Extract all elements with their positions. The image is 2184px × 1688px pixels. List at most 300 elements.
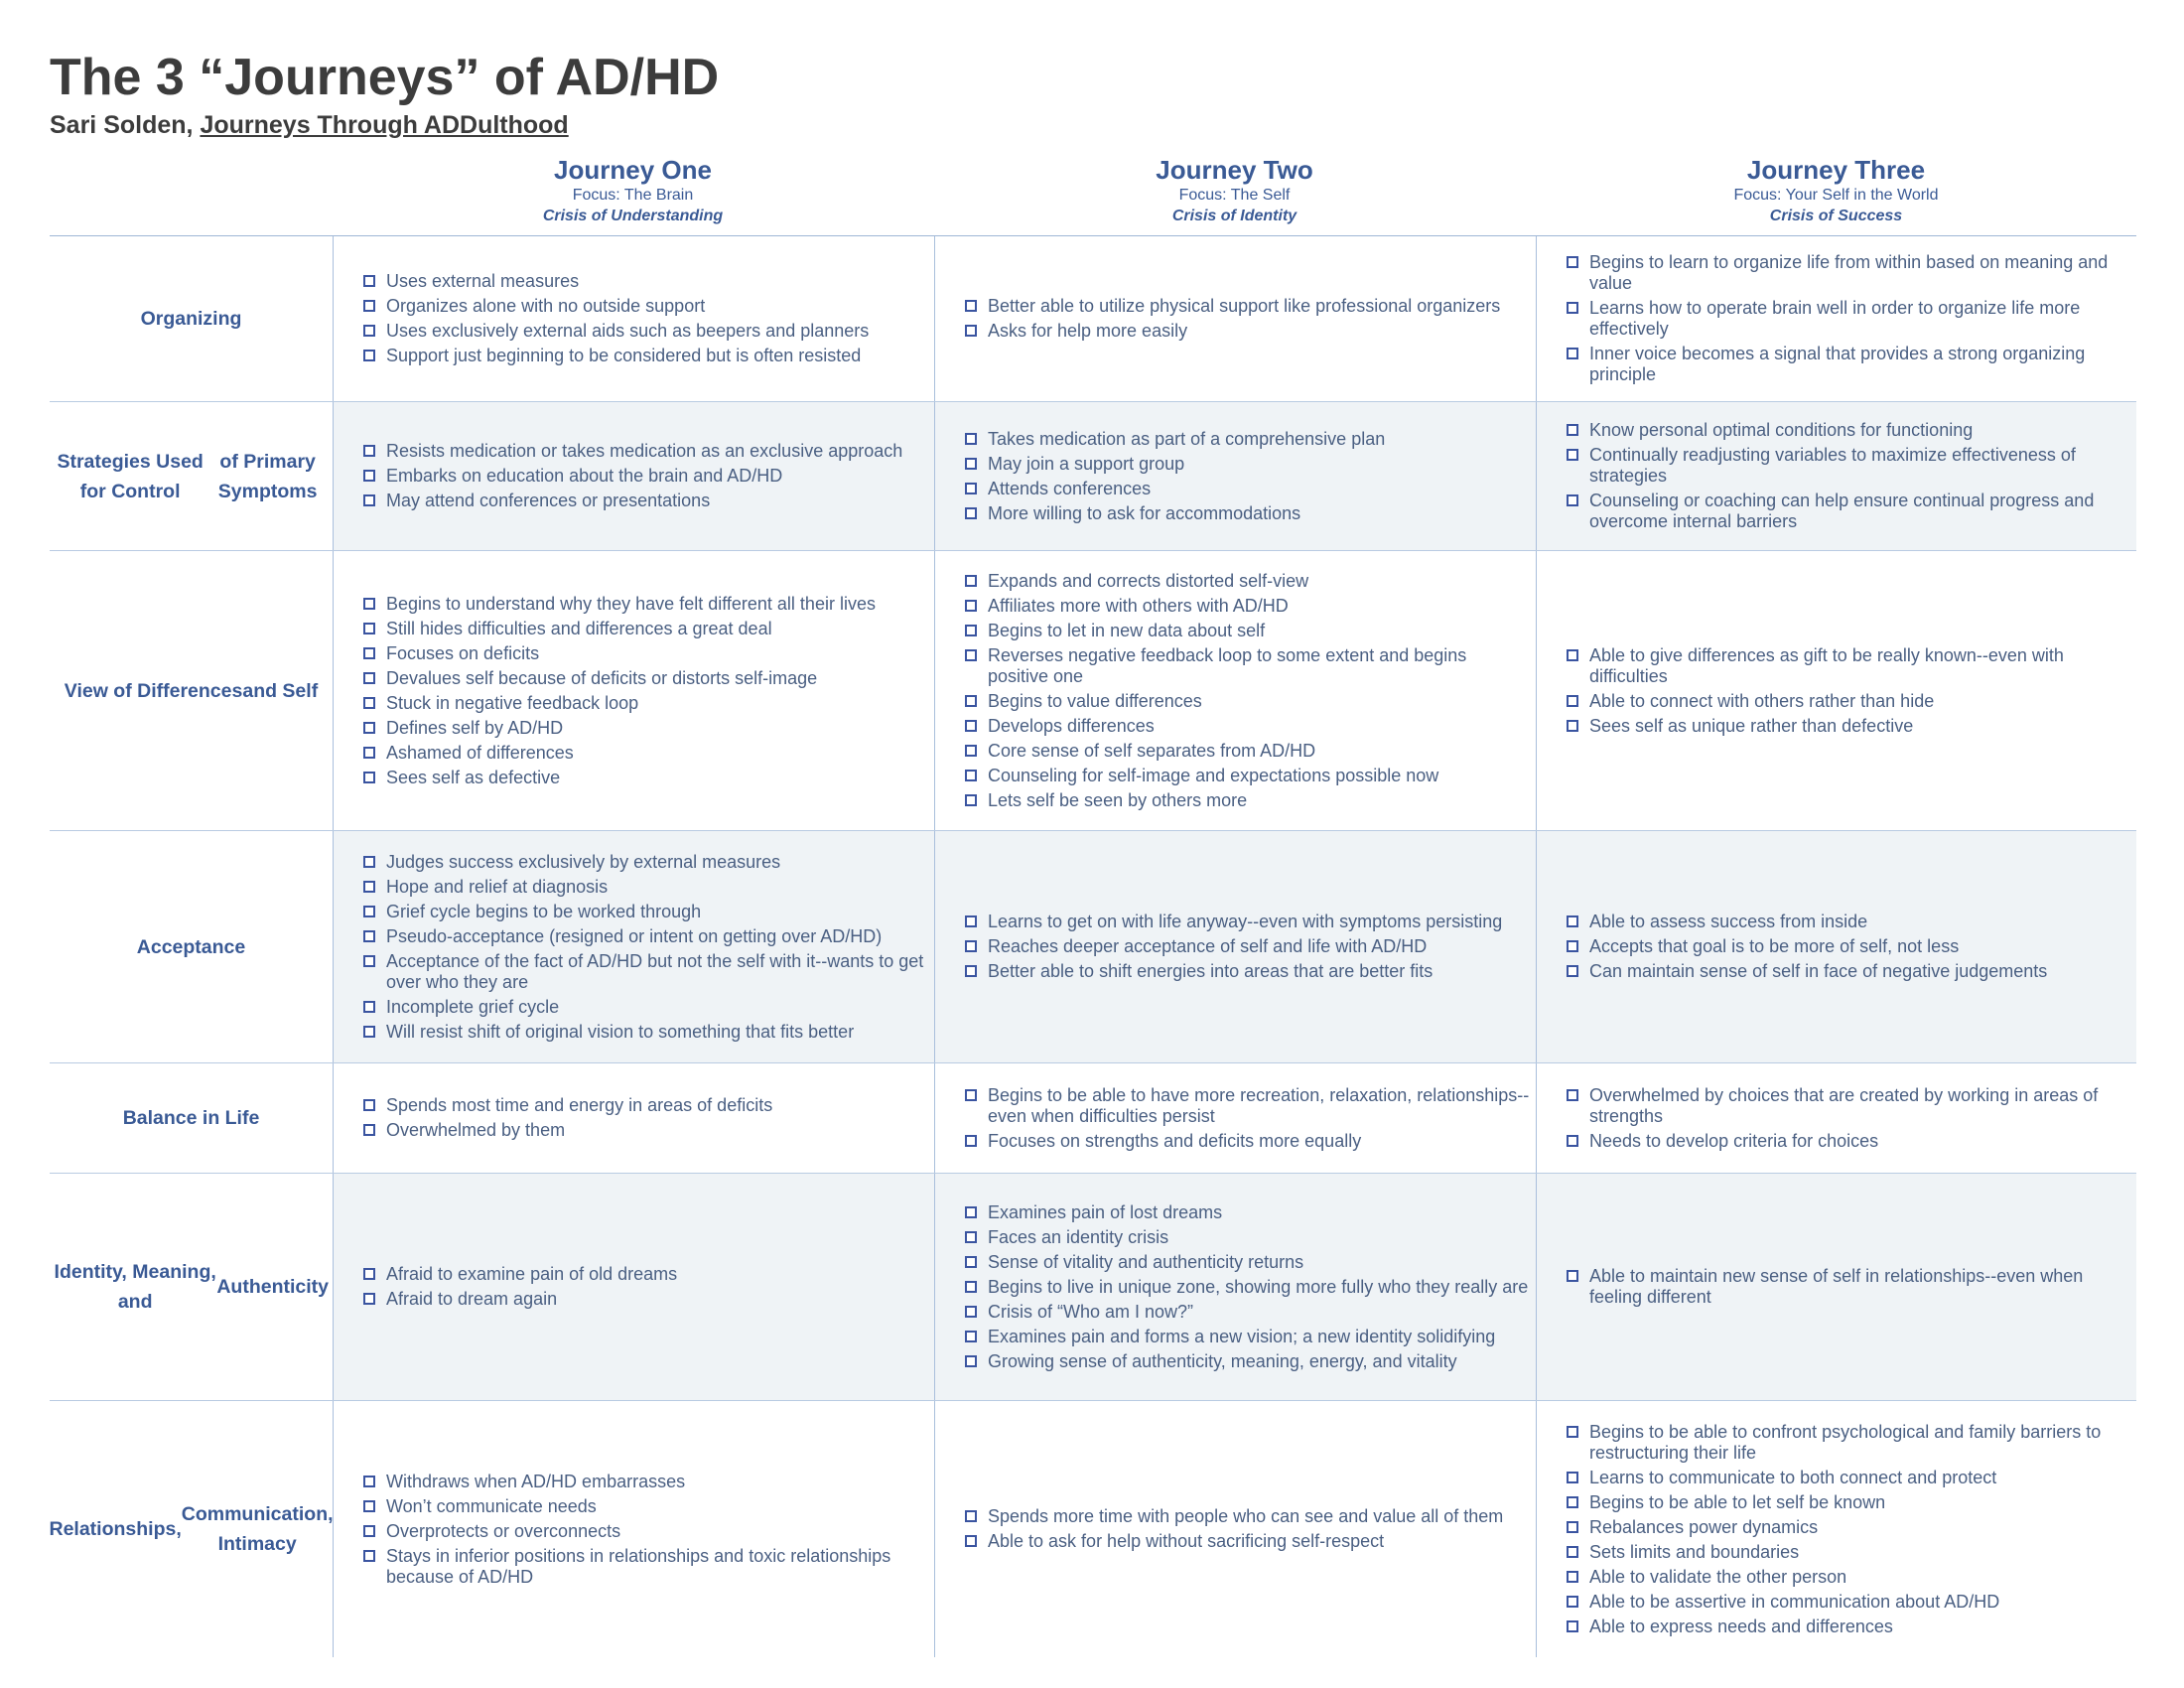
checklist-item <box>361 718 928 739</box>
table-row <box>50 402 2136 551</box>
checkbox-icon[interactable] <box>1567 965 1578 977</box>
checklist <box>963 571 1530 811</box>
checkbox-icon[interactable] <box>363 930 375 942</box>
checklist-item <box>361 1472 928 1492</box>
checkbox-icon[interactable] <box>1567 1426 1578 1438</box>
checklist-item-text: Affiliates more with others with AD/HD <box>988 595 1289 616</box>
row-label <box>50 402 333 550</box>
checkbox-icon[interactable] <box>1567 1596 1578 1608</box>
checkbox-icon[interactable] <box>363 300 375 312</box>
checklist-item <box>361 1521 928 1542</box>
table-cell <box>1536 236 2136 401</box>
checklist-item <box>361 441 928 462</box>
row-label <box>50 551 333 830</box>
journey-one-header <box>333 155 933 226</box>
checklist-item <box>361 643 928 664</box>
checklist-item <box>1565 1542 2130 1563</box>
checklist-item <box>361 1496 928 1517</box>
checkbox-icon[interactable] <box>1567 494 1578 506</box>
checklist-item-text: Rebalances power dynamics <box>1589 1516 1819 1537</box>
checklist <box>361 271 928 366</box>
checklist-item-text: Begins to be able to let self be known <box>1589 1491 1886 1512</box>
checklist-item <box>1565 1131 2130 1152</box>
checklist-item <box>963 741 1530 762</box>
checklist-item <box>361 768 928 788</box>
checkbox-icon[interactable] <box>1567 1546 1578 1558</box>
checklist-item-text: Learns to communicate to both connect and protect <box>1589 1467 1997 1487</box>
checklist <box>1565 1422 2130 1637</box>
checklist-item <box>963 691 1530 712</box>
journey-focus: Focus: Your Self in the World <box>1733 187 1939 204</box>
checklist-item <box>963 1085 1530 1127</box>
checklist-item-text: Defines self by AD/HD <box>386 717 564 738</box>
checkbox-icon[interactable] <box>363 445 375 457</box>
table-cell <box>934 1401 1536 1657</box>
checklist-item-text: Accepts that goal is to be more of self, not less <box>1589 936 1960 956</box>
checkbox-icon[interactable] <box>965 1306 977 1318</box>
checklist-item-text: Uses exclusively external aids such as beepers and planners <box>386 321 870 341</box>
checklist-item-text: Crisis of “Who am I now?” <box>988 1301 1194 1322</box>
checklist-item <box>1565 1592 2130 1613</box>
checklist-item <box>963 479 1530 499</box>
checklist-item-text: Examines pain of lost dreams <box>988 1201 1223 1222</box>
journey-crisis: Crisis of Success <box>1769 208 1903 224</box>
journey-name: Journey Three <box>1746 155 1926 185</box>
checklist-item <box>963 503 1530 524</box>
checkbox-icon[interactable] <box>1567 1521 1578 1533</box>
checklist-item-text: Overwhelmed by choices that are created by working in areas of strengths <box>1589 1084 2099 1126</box>
checklist-item <box>1565 912 2130 932</box>
checkbox-icon[interactable] <box>1567 915 1578 927</box>
checklist-item-text: Develops differences <box>988 715 1155 736</box>
checkbox-icon[interactable] <box>1567 256 1578 268</box>
row-label-line: Balance in Life <box>122 1107 260 1129</box>
checklist-item-text: Resists medication or takes medication as an exclusive approach <box>386 441 903 461</box>
checklist <box>361 1095 928 1141</box>
checklist-item <box>963 1277 1530 1298</box>
checklist-item <box>361 877 928 898</box>
table-cell <box>1536 402 2136 550</box>
table-cell <box>333 1174 934 1400</box>
journeys-table <box>50 235 2136 1657</box>
table-cell <box>333 1063 934 1173</box>
checkbox-icon[interactable] <box>363 955 375 967</box>
row-label <box>50 1174 333 1400</box>
checklist <box>361 1472 928 1588</box>
checklist-item <box>361 1289 928 1310</box>
table-cell <box>1536 1401 2136 1657</box>
row-label-line: Acceptance <box>136 935 246 958</box>
row-label <box>50 1063 333 1173</box>
checklist <box>1565 420 2130 532</box>
checkbox-icon[interactable] <box>1567 1270 1578 1282</box>
checkbox-icon[interactable] <box>965 625 977 636</box>
checklist-item-text: Counseling or coaching can help ensure continual progress and overcome internal barriers <box>1589 491 2095 531</box>
checkbox-icon[interactable] <box>363 1099 375 1111</box>
checklist-item-text: Incomplete grief cycle <box>386 996 560 1017</box>
table-cell <box>333 831 934 1062</box>
checkbox-icon[interactable] <box>363 470 375 482</box>
checkbox-icon[interactable] <box>965 915 977 927</box>
checklist-item-text: Able to express needs and differences <box>1589 1616 1893 1636</box>
checklist-item <box>963 790 1530 811</box>
document-title: The 3 “Journeys” of AD/HD <box>50 49 720 106</box>
checklist-item-text: Afraid to dream again <box>386 1289 558 1309</box>
checklist <box>963 1085 1530 1152</box>
table-cell <box>333 1401 934 1657</box>
journey-name: Journey One <box>554 155 712 185</box>
checklist-item <box>1565 298 2130 340</box>
checkbox-icon[interactable] <box>363 747 375 759</box>
checklist-item <box>361 1095 928 1116</box>
checkbox-icon[interactable] <box>965 458 977 470</box>
table-row <box>50 551 2136 831</box>
checkbox-icon[interactable] <box>363 494 375 506</box>
checklist-item-text: Will resist shift of original vision to something that fits better <box>386 1021 855 1042</box>
checklist-item <box>361 466 928 487</box>
checklist-item <box>963 321 1530 342</box>
checklist-item-text: Able to assess success from inside <box>1589 912 1868 931</box>
row-label-line: Authenticity <box>216 1276 329 1298</box>
checklist-item-text: Begins to value differences <box>988 690 1202 711</box>
checklist-item-text: Reaches deeper acceptance of self and life with AD/HD <box>988 936 1428 956</box>
checkbox-icon[interactable] <box>965 1535 977 1547</box>
row-label <box>50 236 333 401</box>
checkbox-icon[interactable] <box>1567 649 1578 661</box>
checkbox-icon[interactable] <box>1567 1571 1578 1583</box>
checklist-item-text: Devalues self because of deficits or distorts self-image <box>386 667 818 688</box>
checkbox-icon[interactable] <box>363 1525 375 1537</box>
checklist-item-text: Begins to understand why they have felt different all their lives <box>386 593 876 614</box>
checklist-item <box>963 1202 1530 1223</box>
checkbox-icon[interactable] <box>965 1135 977 1147</box>
checklist-item-text: Judges success exclusively by external measures <box>386 851 781 872</box>
table-cell <box>934 402 1536 550</box>
checkbox-icon[interactable] <box>1567 449 1578 461</box>
journey-focus: Focus: The Brain <box>572 187 694 204</box>
table-cell <box>1536 1174 2136 1400</box>
checkbox-icon[interactable] <box>363 1124 375 1136</box>
checkbox-icon[interactable] <box>363 1268 375 1280</box>
table-row <box>50 1174 2136 1401</box>
row-label-line: Relationships, <box>49 1518 182 1540</box>
checklist-item <box>963 961 1530 982</box>
checklist-item-text: May join a support group <box>988 453 1185 474</box>
checklist <box>361 594 928 788</box>
checkbox-icon[interactable] <box>363 350 375 361</box>
checkbox-icon[interactable] <box>1567 940 1578 952</box>
checkbox-icon[interactable] <box>363 623 375 634</box>
checklist-item-text: Better able to utilize physical support like professional organizers <box>988 296 1501 316</box>
checkbox-icon[interactable] <box>363 697 375 709</box>
checklist-item <box>361 852 928 873</box>
checklist <box>1565 1266 2130 1308</box>
checklist-item-text: Needs to develop criteria for choices <box>1589 1130 1879 1151</box>
table-cell <box>934 1174 1536 1400</box>
row-label-line: and Self <box>242 679 319 702</box>
checkbox-icon[interactable] <box>363 1293 375 1305</box>
checklist-item-text: Begins to be able to have more recreation, relaxation, relationships--even when difficulties persist <box>988 1084 1530 1126</box>
checklist <box>1565 1085 2130 1152</box>
checklist-item-text: Focuses on deficits <box>386 642 540 663</box>
checkbox-icon[interactable] <box>363 672 375 684</box>
checklist-item <box>1565 252 2130 294</box>
checkbox-icon[interactable] <box>965 1510 977 1522</box>
checkbox-icon[interactable] <box>965 1089 977 1101</box>
checkbox-icon[interactable] <box>965 940 977 952</box>
journey-crisis: Crisis of Identity <box>1171 208 1297 224</box>
checklist-item <box>361 1120 928 1141</box>
checkbox-icon[interactable] <box>1567 1620 1578 1632</box>
checkbox-icon[interactable] <box>363 906 375 917</box>
table-row <box>50 1063 2136 1174</box>
table-cell <box>934 551 1536 830</box>
checklist-item <box>361 693 928 714</box>
checkbox-icon[interactable] <box>965 1281 977 1293</box>
checklist-item <box>361 619 928 639</box>
checklist-item <box>361 491 928 511</box>
checklist-item <box>963 429 1530 450</box>
checkbox-icon[interactable] <box>965 720 977 732</box>
checklist-item-text: Acceptance of the fact of AD/HD but not the self with it--wants to get over who they are <box>386 950 924 992</box>
checklist-item-text: Learns to get on with life anyway--even with symptoms persisting <box>988 912 1503 931</box>
checklist-item-text: Sense of vitality and authenticity returns <box>988 1251 1304 1272</box>
checklist <box>361 1264 928 1310</box>
checklist <box>361 441 928 511</box>
checkbox-icon[interactable] <box>965 433 977 445</box>
table-cell <box>333 551 934 830</box>
checkbox-icon[interactable] <box>1567 1472 1578 1483</box>
checklist-item <box>963 645 1530 687</box>
checklist-item <box>1565 645 2130 687</box>
checklist-item-text: May attend conferences or presentations <box>386 491 711 510</box>
checklist <box>1565 252 2130 385</box>
checklist-item-text: Attends conferences <box>988 478 1152 498</box>
checklist-item <box>1565 1492 2130 1513</box>
checklist-item-text: Grief cycle begins to be worked through <box>386 901 702 921</box>
checkbox-icon[interactable] <box>1567 302 1578 314</box>
checklist-item-text: Spends more time with people who can see and value all of them <box>988 1506 1504 1526</box>
checklist-item <box>1565 1468 2130 1488</box>
checkbox-icon[interactable] <box>1567 1135 1578 1147</box>
checkbox-icon[interactable] <box>363 1500 375 1512</box>
checkbox-icon[interactable] <box>965 600 977 612</box>
checkbox-icon[interactable] <box>363 856 375 868</box>
checklist <box>1565 645 2130 737</box>
journey-three-header <box>1536 155 2136 226</box>
checklist-item <box>1565 1617 2130 1637</box>
row-label-line: View of Differences <box>64 679 243 702</box>
row-label-line: Identity, Meaning, and <box>54 1261 216 1313</box>
checklist <box>1565 912 2130 982</box>
checklist-item <box>361 668 928 689</box>
checklist-item-text: Hope and relief at diagnosis <box>386 876 609 897</box>
checklist-item-text: Uses external measures <box>386 271 580 291</box>
checklist-item-text: Begins to learn to organize life from within based on meaning and value <box>1589 252 2109 293</box>
checklist-item-text: Begins to be able to confront psychological and family barriers to restructuring their life <box>1589 1421 2102 1463</box>
checklist-item-text: Overprotects or overconnects <box>386 1520 621 1541</box>
table-cell <box>934 236 1536 401</box>
checkbox-icon[interactable] <box>965 1231 977 1243</box>
row-label <box>50 1401 333 1657</box>
checkbox-icon[interactable] <box>363 722 375 734</box>
checklist-item-text: Can maintain sense of self in face of negative judgements <box>1589 961 2048 981</box>
checklist-item-text: Embarks on education about the brain and AD/HD <box>386 466 783 486</box>
checklist-item <box>1565 445 2130 487</box>
checkbox-icon[interactable] <box>363 598 375 610</box>
checklist-item <box>1565 716 2130 737</box>
checkbox-icon[interactable] <box>965 483 977 494</box>
checkbox-icon[interactable] <box>363 1001 375 1013</box>
checkbox-icon[interactable] <box>1567 424 1578 436</box>
journey-two-header <box>933 155 1536 226</box>
checklist-item-text: Sets limits and boundaries <box>1589 1541 1800 1562</box>
checklist-item-text: Stays in inferior positions in relationships and toxic relationships because of AD/HD <box>386 1545 891 1587</box>
checklist-item-text: Examines pain and forms a new vision; a new identity solidifying <box>988 1326 1496 1346</box>
checkbox-icon[interactable] <box>363 772 375 783</box>
checkbox-icon[interactable] <box>1567 720 1578 732</box>
checklist-item <box>361 594 928 615</box>
checklist-item <box>963 296 1530 317</box>
checklist-item <box>361 1022 928 1043</box>
checklist-item <box>361 271 928 292</box>
checklist-item <box>361 1264 928 1285</box>
checklist-item <box>963 621 1530 641</box>
checklist-item <box>1565 936 2130 957</box>
checkbox-icon[interactable] <box>363 647 375 659</box>
checklist-item-text: Able to give differences as gift to be really known--even with difficulties <box>1589 644 2064 686</box>
checkbox-icon[interactable] <box>965 695 977 707</box>
journey-crisis: Crisis of Understanding <box>542 208 724 224</box>
document-subtitle <box>50 113 569 138</box>
checkbox-icon[interactable] <box>965 325 977 337</box>
checklist-item <box>361 997 928 1018</box>
table-cell <box>1536 831 2136 1062</box>
checklist-item-text: Know personal optimal conditions for functioning <box>1589 420 1974 440</box>
checkbox-icon[interactable] <box>363 275 375 287</box>
checklist-item-text: More willing to ask for accommodations <box>988 502 1301 523</box>
checklist <box>963 1202 1530 1372</box>
checklist-item-text: Withdraws when AD/HD embarrasses <box>386 1471 686 1491</box>
row-label-line: of Primary Symptoms <box>217 450 318 502</box>
checklist-item <box>963 1252 1530 1273</box>
checkbox-icon[interactable] <box>1567 348 1578 359</box>
checklist-item-text: Afraid to examine pain of old dreams <box>386 1264 678 1284</box>
table-cell <box>934 831 1536 1062</box>
checklist-item <box>963 1351 1530 1372</box>
checklist-item-text: Core sense of self separates from AD/HD <box>988 740 1316 761</box>
checklist <box>963 296 1530 342</box>
checklist-item <box>361 321 928 342</box>
checklist-item-text: Continually readjusting variables to maximize effectiveness of strategies <box>1589 445 2076 486</box>
checklist-item <box>963 1327 1530 1347</box>
row-label-line: Organizing <box>140 308 242 330</box>
checklist <box>963 429 1530 524</box>
checklist-item <box>361 951 928 993</box>
checklist-item-text: Focuses on strengths and deficits more equally <box>988 1130 1362 1151</box>
checklist-item <box>1565 1517 2130 1538</box>
checklist <box>361 852 928 1043</box>
checklist-item-text: Reverses negative feedback loop to some extent and begins positive one <box>988 644 1467 686</box>
checklist-item-text: Won’t communicate needs <box>386 1495 597 1516</box>
checkbox-icon[interactable] <box>965 770 977 781</box>
table-row <box>50 236 2136 402</box>
checklist-item <box>963 1506 1530 1527</box>
checkbox-icon[interactable] <box>965 1355 977 1367</box>
checkbox-icon[interactable] <box>965 1206 977 1218</box>
table-cell <box>1536 551 2136 830</box>
checkbox-icon[interactable] <box>965 507 977 519</box>
checklist-item-text: Support just beginning to be considered but is often resisted <box>386 346 862 365</box>
table-cell <box>1536 1063 2136 1173</box>
checkbox-icon[interactable] <box>363 1476 375 1487</box>
checklist-item-text: Learns how to operate brain well in order to organize life more effectively <box>1589 298 2081 339</box>
checkbox-icon[interactable] <box>965 300 977 312</box>
checklist-item-text: Spends most time and energy in areas of deficits <box>386 1095 773 1115</box>
checkbox-icon[interactable] <box>965 794 977 806</box>
checklist-item <box>963 571 1530 592</box>
checklist-item-text: Able to maintain new sense of self in relationships--even when feeling different <box>1589 1266 2084 1307</box>
checklist-item <box>963 716 1530 737</box>
checkbox-icon[interactable] <box>965 965 977 977</box>
checklist-item-text: Able to connect with others rather than hide <box>1589 690 1935 711</box>
checkbox-icon[interactable] <box>1567 1089 1578 1101</box>
journey-name: Journey Two <box>1156 155 1313 185</box>
row-label <box>50 831 333 1062</box>
checkbox-icon[interactable] <box>965 1256 977 1268</box>
checklist-item-text: Begins to let in new data about self <box>988 620 1266 640</box>
checklist-item <box>963 1302 1530 1323</box>
checklist-item-text: Expands and corrects distorted self-view <box>988 570 1309 591</box>
checkbox-icon[interactable] <box>965 575 977 587</box>
checkbox-icon[interactable] <box>965 649 977 661</box>
table-row <box>50 831 2136 1063</box>
checklist-item <box>1565 691 2130 712</box>
table-cell <box>333 402 934 550</box>
row-label-line: Communication, Intimacy <box>181 1503 334 1555</box>
checklist-item <box>1565 1085 2130 1127</box>
checklist <box>963 1506 1530 1552</box>
checkbox-icon[interactable] <box>363 1026 375 1038</box>
checklist-item-text: Faces an identity crisis <box>988 1226 1169 1247</box>
table-cell <box>934 1063 1536 1173</box>
checklist-item <box>361 743 928 764</box>
checkbox-icon[interactable] <box>1567 695 1578 707</box>
checkbox-icon[interactable] <box>363 1550 375 1562</box>
checkbox-icon[interactable] <box>363 325 375 337</box>
checkbox-icon[interactable] <box>965 745 977 757</box>
checkbox-icon[interactable] <box>363 881 375 893</box>
checklist-item <box>361 902 928 922</box>
checklist <box>963 912 1530 982</box>
checklist-item-text: Better able to shift energies into areas that are better fits <box>988 961 1433 981</box>
checkbox-icon[interactable] <box>1567 1496 1578 1508</box>
checklist-item <box>963 596 1530 617</box>
checklist-item <box>1565 1567 2130 1588</box>
checklist-item-text: Able to validate the other person <box>1589 1566 1847 1587</box>
checklist-item <box>1565 344 2130 385</box>
checklist-item-text: Growing sense of authenticity, meaning, energy, and vitality <box>988 1350 1457 1371</box>
checklist-item-text: Asks for help more easily <box>988 321 1188 341</box>
checklist-item-text: Sees self as unique rather than defective <box>1589 715 1914 736</box>
checklist-item-text: Overwhelmed by them <box>386 1120 566 1140</box>
checkbox-icon[interactable] <box>965 1331 977 1342</box>
checklist-item-text: Able to ask for help without sacrificing self-respect <box>988 1531 1385 1551</box>
checklist-item <box>361 296 928 317</box>
checklist-item <box>963 454 1530 475</box>
checklist-item-text: Inner voice becomes a signal that provides a strong organizing principle <box>1589 344 2086 384</box>
checklist-item <box>1565 420 2130 441</box>
